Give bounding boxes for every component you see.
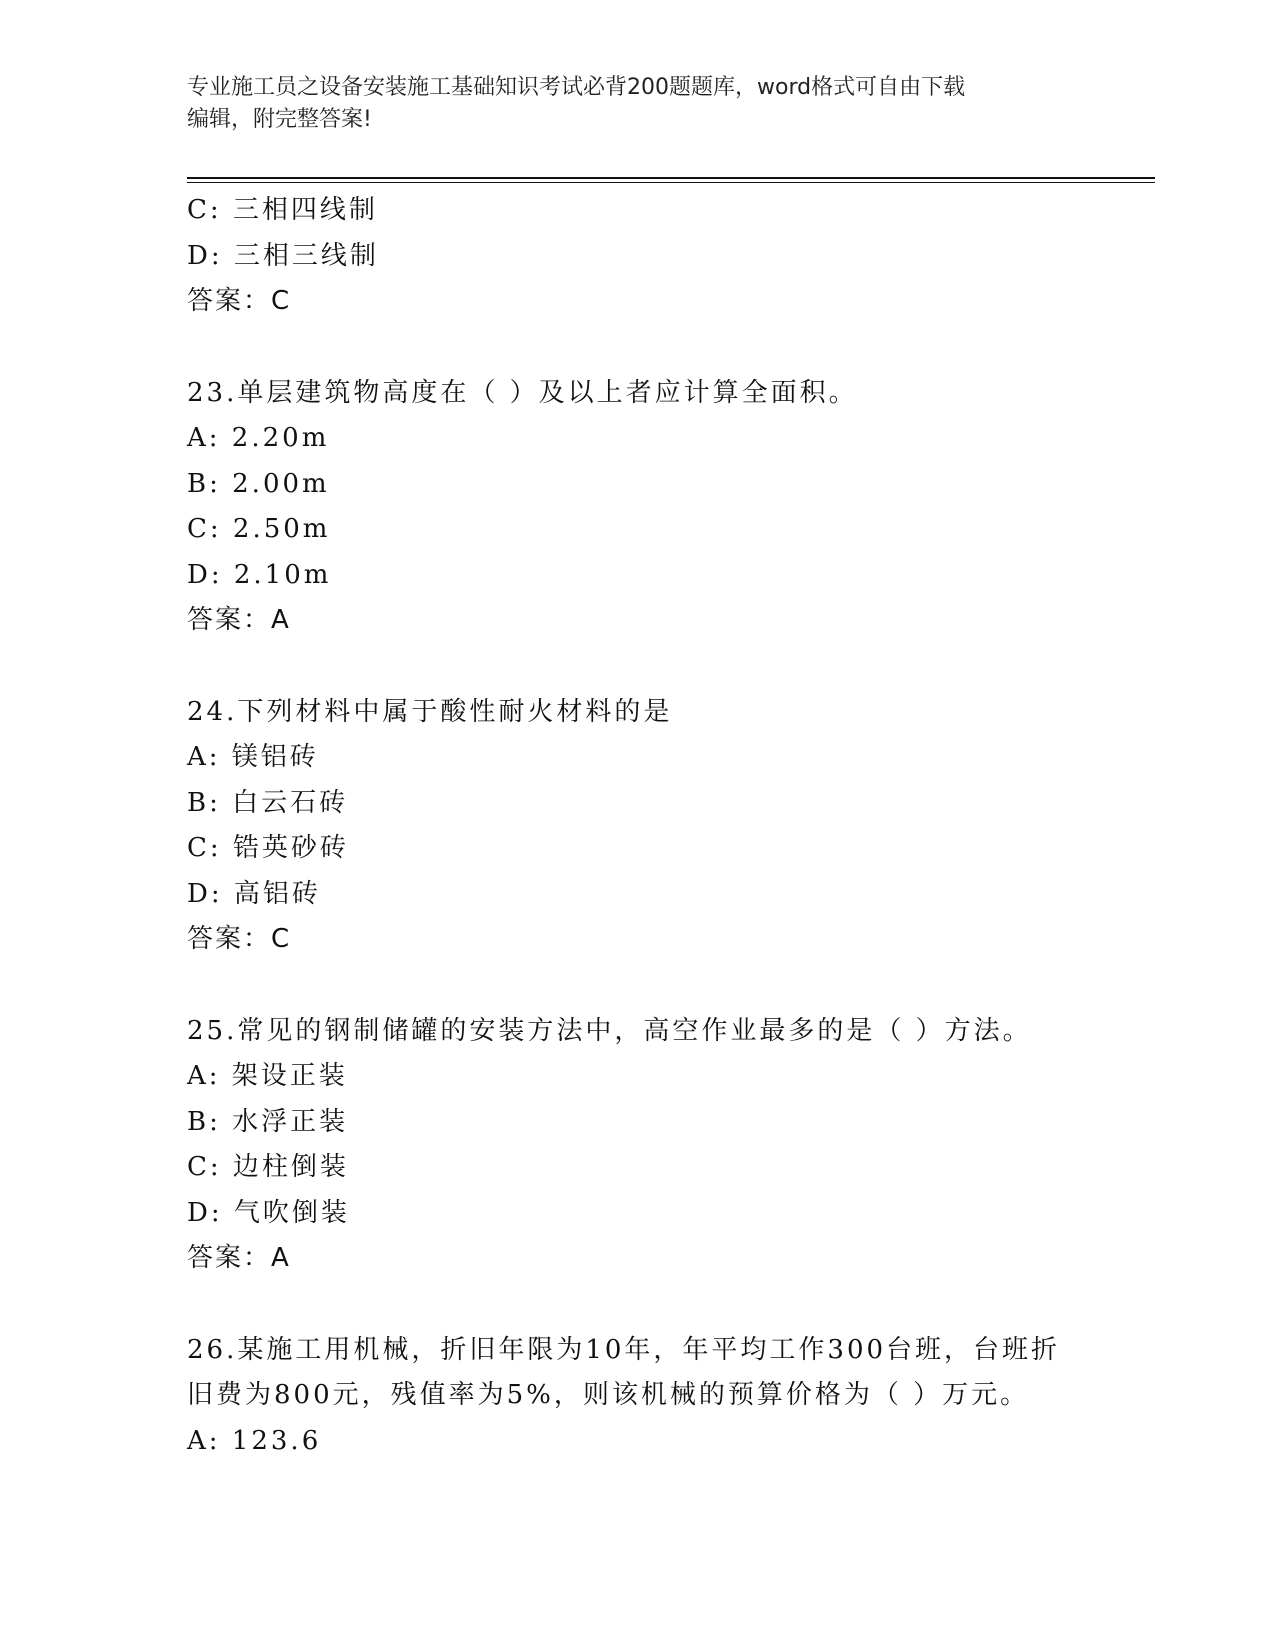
q25-option-b: B: 水浮正装 <box>187 1106 349 1137</box>
question-list <box>187 188 1155 1464</box>
q24-option-a: A: 镁铝砖 <box>187 742 319 772</box>
question-25 <box>187 1009 1155 1282</box>
spacer <box>187 963 1155 1009</box>
q26-stem-line-1: 26.某施工用机械，折旧年限为10年，年平均工作300台班，台班折 <box>187 1334 1061 1365</box>
q26-stem-line-2: 旧费为800元，残值率为5%，则该机械的预算价格为（ ）万元。 <box>187 1380 1030 1410</box>
header-divider-thin <box>187 182 1155 183</box>
q25-option-a: A: 架设正装 <box>187 1061 348 1091</box>
q25-stem: 25.常见的钢制储罐的安装方法中，高空作业最多的是（ ）方法。 <box>187 1015 1032 1046</box>
spacer <box>187 325 1155 371</box>
spacer <box>187 644 1155 690</box>
q23-option-c: C: 2.50m <box>187 514 331 544</box>
q24-option-d: D: 高铝砖 <box>187 878 321 909</box>
q25-answer: 答案：A <box>187 1243 291 1273</box>
q25-option-d: D: 气吹倒装 <box>187 1197 350 1228</box>
header-title-line-2: 编辑，附完整答案! <box>187 107 372 132</box>
q24-option-c: C: 锆英砂砖 <box>187 833 349 863</box>
q23-stem: 23.单层建筑物高度在（ ）及以上者应计算全面积。 <box>187 377 858 408</box>
header-title-line-1: 专业施工员之设备安装施工基础知识考试必背200题题库，word格式可自由下载 <box>187 75 966 100</box>
q23-answer: 答案：A <box>187 605 291 635</box>
document-header <box>187 72 1087 136</box>
q26-option-a: A: 123.6 <box>187 1425 322 1456</box>
q24-option-b: B: 白云石砖 <box>187 787 349 818</box>
question-23 <box>187 371 1155 644</box>
question-22 <box>187 188 1155 325</box>
q22-option-d: D: 三相三线制 <box>187 240 379 271</box>
header-divider-thick <box>187 177 1155 179</box>
q23-option-a: A: 2.20m <box>187 423 330 453</box>
q23-option-b: B: 2.00m <box>187 468 330 499</box>
q25-option-c: C: 边柱倒装 <box>187 1152 349 1182</box>
q22-answer: 答案：C <box>187 286 292 316</box>
q22-option-c: C: 三相四线制 <box>187 195 378 225</box>
spacer <box>187 1282 1155 1328</box>
q23-option-d: D: 2.10m <box>187 559 332 590</box>
q24-stem: 24.下列材料中属于酸性耐火材料的是 <box>187 696 673 727</box>
q24-answer: 答案：C <box>187 924 292 954</box>
question-26 <box>187 1328 1155 1465</box>
question-24 <box>187 690 1155 963</box>
